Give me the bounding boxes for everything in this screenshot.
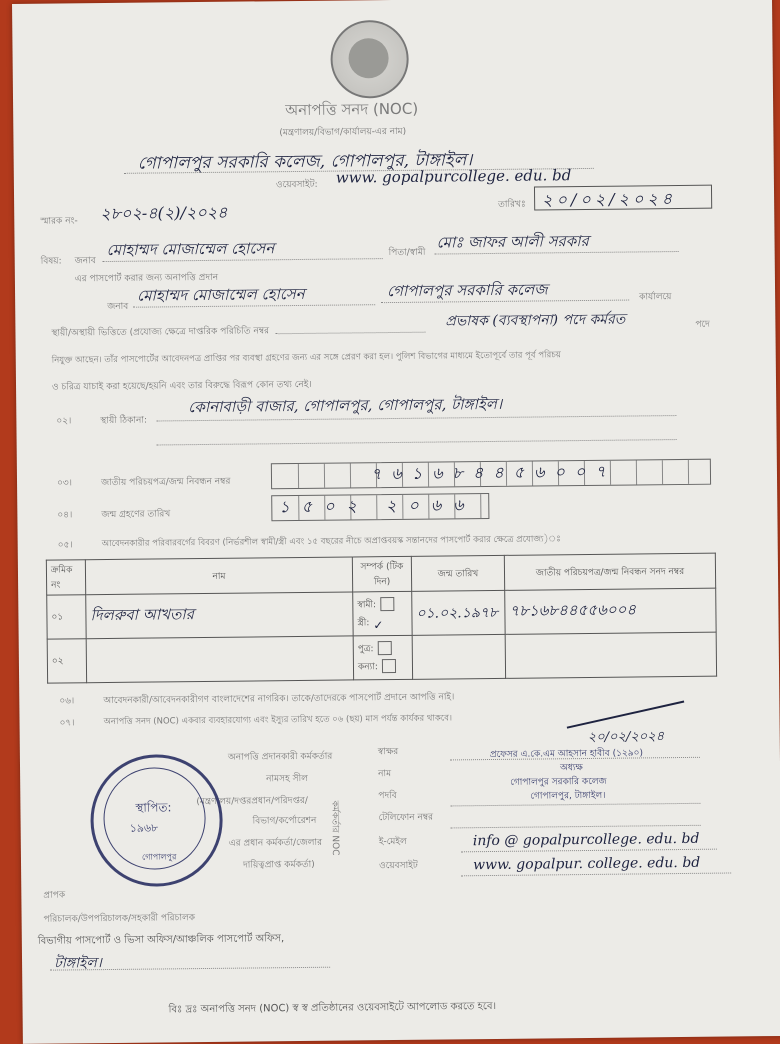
college-seal-icon (90, 754, 223, 887)
field-email: ই-মেইল (378, 836, 407, 848)
field-signature: স্বাক্ষর (377, 746, 399, 758)
row1-nid: ৭৮১৬৮৪৪৫৫৬০০৪ (505, 588, 716, 634)
date-label: তারিখঃ (498, 199, 526, 210)
item-05-number: ০৫। (57, 540, 73, 551)
row1-rel1: স্বামী: (357, 599, 377, 610)
office-suffix: কার্যালয়ে (639, 292, 672, 303)
header-nid: জাতীয় পরিচয়পত্র/জন্ম নিবন্ধন সনদ নম্বর (504, 553, 715, 590)
family-table (46, 553, 717, 684)
sig-vertical-label: কর্মকর্তার NOC (329, 800, 340, 856)
recipient-city: টাঙ্গাইল। (53, 955, 102, 972)
row2-dob (412, 634, 505, 679)
field-website: ওয়েবসাইট (379, 860, 418, 872)
field-designation: পদবি (378, 790, 397, 802)
present-address-label: স্থায়ী ঠিকানা: (100, 415, 148, 427)
row2-rel1: পুত্র: (357, 643, 374, 654)
dob-label: জন্ম গ্রহণের তারিখ (101, 509, 171, 521)
row1-rel2: স্ত্রী: (357, 617, 370, 628)
body-line4: ও চরিত্র যাচাই করা হয়েছে/হয়নি এবং তার বিরুদ্ধে বিরূপ কোন তথ্য নেই। (51, 379, 312, 393)
officer-designation: অধ্যক্ষ (560, 763, 583, 774)
field-telephone: টেলিফোন নম্বর (378, 812, 434, 824)
row1-dob: ০১.০২.১৯৭৮ (412, 590, 505, 635)
sig-left-label-4: বিভাগ/কর্পোরেশন (252, 815, 317, 827)
officer-place: গোপালপুর, টাঙ্গাইল। (530, 790, 606, 802)
government-seal-icon (330, 20, 409, 99)
father-label: পিতা/স্বামী (388, 247, 426, 259)
dob-value: ১৫০২ ২০৬৬ (279, 495, 476, 517)
applicant-name-2: মোহাম্মদ মোজাম্মেল হোসেন (136, 284, 305, 305)
nid-label: জাতীয় পরিচয়পত্র/জন্ম নিবন্ধন নম্বর (100, 476, 231, 489)
relation-checkbox[interactable] (377, 641, 391, 655)
janab-label: জনাব (74, 256, 96, 267)
recipient-to: প্রাপক (43, 890, 66, 901)
seal-year: ১৯৬৮ (129, 821, 159, 835)
seal-label: স্থাপিত: (135, 800, 172, 815)
sig-left-label-3: (মন্ত্রণালয়/দপ্তরপ্রধান/পরিদপ্তর/ (196, 795, 308, 808)
table-row (47, 588, 716, 639)
subject-suffix: এর পাসপোর্ট করার জন্য অনাপত্তি প্রদান (74, 272, 219, 285)
sig-left-label-2: নামসহ সীল (266, 773, 308, 785)
family-label: আবেদনকারীর পরিবারবর্গের বিবরণ (নির্ভরশীল স্বামী/স্ত্রী এবং ১৫ বছরের নীচে অপ্রাপ্তবয়স্ক সন্তানদের পাসপোর্ট করার ক্ষেত্রে প্রযোজ্য)ঃ (101, 534, 561, 550)
sign-date: ২০/০২/২০২৪ (587, 729, 665, 745)
row1-name: দিলরুবা আখতার (86, 592, 353, 639)
memo-label: স্মারক নং- (40, 216, 78, 227)
item-06-number: ০৬। (59, 696, 75, 707)
sig-left-label-1: অনাপত্তি প্রদানকারী কর্মকর্তার (227, 751, 333, 763)
designation-value: প্রভাষক (ব্যবস্থাপনা) পদে কর্মরত (445, 311, 626, 330)
relation-checkbox[interactable] (380, 597, 394, 611)
date-value: ২০/০২/২০২৪ (542, 189, 677, 210)
relation-checkbox[interactable] (382, 659, 396, 673)
table-row (47, 632, 716, 683)
item-03-number: ০৩। (56, 478, 73, 489)
document-subtitle: (মন্ত্রণালয়/বিভাগ/কার্যালয়-এর নাম) (279, 126, 407, 139)
item-02-number: ০২। (56, 416, 72, 427)
website-value: www. gopalpurcollege. edu. bd (335, 166, 572, 187)
sig-left-label-5: এর প্রধান কর্মকর্তা/জেলার (228, 837, 323, 849)
row2-nid (505, 632, 716, 678)
applicant-name: মোহাম্মদ মোজাম্মেল হোসেন (106, 239, 275, 260)
officer-office: গোপালপুর সরকারি কলেজ (510, 776, 607, 788)
subject-label: বিষয়: (40, 256, 62, 267)
row1-serial: ০১ (47, 595, 86, 639)
item-06-text: আবেদনকারী/আবেদনকারীগণ বাংলাদেশের নাগরিক। তাকে/তাদেরকে পাসপোর্ট প্রদানে আপত্তি নাই। (103, 692, 455, 707)
header-dob: জন্ম তারিখ (411, 555, 504, 591)
noc-document (12, 0, 780, 1044)
recipient-line2: বিভাগীয় পাসপোর্ট ও ভিসা অফিস/আঞ্চলিক পাসপোর্ট অফিস, (37, 933, 285, 947)
post-suffix: পদে (695, 319, 710, 330)
item-04-number: ০৪। (57, 510, 73, 521)
website-label: ওয়েবসাইট: (275, 179, 318, 191)
field-name: নাম (378, 769, 392, 780)
recipient-line1: পরিচালক/উপপরিচালক/সহকারী পরিচালক (43, 913, 196, 925)
office-name-2: গোপালপুর সরকারি কলেজ (386, 280, 548, 301)
office-name: গোপালপুর সরকারি কলেজ, গোপালপুর, টাঙ্গাইল। (137, 150, 473, 174)
document-title: অনাপত্তি সনদ (NOC) (285, 99, 419, 120)
item-07-text: অনাপত্তি সনদ (NOC) একবার ব্যবহারযোগ্য এবং ইস্যুর তারিখ হতে ০৬ (ছয়) মাস পর্যন্ত কার্যকর থাকবে। (103, 713, 453, 728)
website-value-2: www. gopalpur. college. edu. bd (472, 854, 701, 874)
memo-number: ২৮০২-৪(২)/২০২৪ (100, 202, 228, 224)
header-name: নাম (85, 557, 352, 595)
header-serial: ক্রমিক নং (46, 560, 85, 595)
header-relation: সম্পর্ক (টিক দিন) (352, 556, 411, 592)
officer-name: প্রফেসর এ.কে.এম আহসান হাবীব (১২৯০) (489, 748, 644, 761)
nid-value: ৭৬১৬৮৪৪৫৬০০৭ (370, 461, 616, 484)
row2-rel2: কন্যা: (357, 661, 378, 672)
sig-left-label-6: দায়িত্বপ্রাপ্ত কর্মকর্তা) (243, 859, 315, 871)
line2-prefix: স্থায়ী/অস্থায়ী ভিত্তিতে (প্রযোজ্য ক্ষেত্রে দাপ্তরিক পরিচিতি নম্বর (51, 326, 270, 339)
email-value: info @ gopalpurcollege. edu. bd (472, 830, 700, 850)
check-mark-icon[interactable]: ✓ (373, 618, 384, 633)
father-name: মোঃ জাফর আলী সরকার (436, 231, 589, 252)
item-07-number: ০৭। (59, 718, 75, 729)
row2-name (86, 636, 353, 683)
present-address-value: কোনাবাড়ী বাজার, গোপালপুর, গোপালপুর, টাঙ্গাইল। (188, 394, 503, 417)
row2-serial: ০২ (47, 639, 86, 683)
janab-label-2: জনাব (107, 301, 129, 312)
body-line3: নিযুক্ত আছেন। তাঁর পাসপোর্টের আবেদনপত্র প্রাপ্তির পর ব্যবস্থা গ্রহণের জন্য এর সঙ্গে প্রেরণ করা হল। পুলিশ বিভাগের মাধ্যমে ইতোপূর্বে তার পূর্ব পরিচয় (51, 350, 561, 366)
footer-note: বিঃ দ্রঃ অনাপত্তি সনদ (NOC) স্ব স্ব প্রতিষ্ঠানের ওয়েবসাইটে আপলোড করতে হবে। (168, 1000, 497, 1016)
seal-place: গোপালপুর (141, 852, 177, 862)
signature-icon (567, 701, 685, 729)
